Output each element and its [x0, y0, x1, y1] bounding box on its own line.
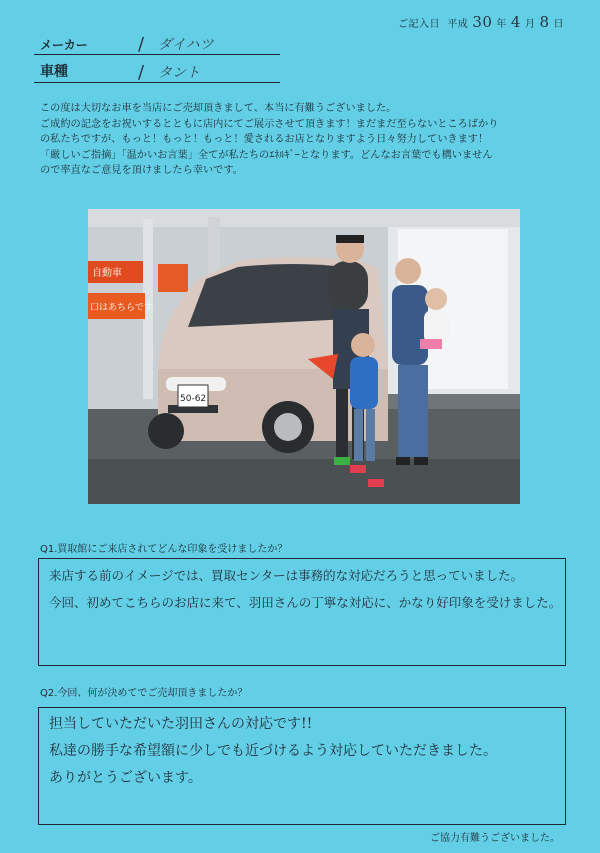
- shop-sign-2: 口はあちらです: [90, 303, 153, 313]
- maker-label: メーカー: [40, 38, 88, 52]
- answer-2-line: 私達の勝手な希望額に少しでも近づけるよう対応していただきました。: [49, 743, 497, 759]
- maker-value: ダイハツ: [158, 37, 214, 53]
- maker-field: [40, 33, 280, 55]
- model-field: [40, 61, 280, 83]
- answer-1-line: 今回、初めてこちらのお店に来て、羽田さんの丁寧な対応に、かなり好印象を受けました。: [49, 595, 562, 610]
- license-plate: 50-62: [180, 394, 207, 404]
- maker-underline: [34, 54, 280, 55]
- intro-line: の私たちですが、もっと！もっと！もっと！愛されるお店となりますよう日々努力していきます！: [40, 134, 489, 146]
- entry-date: [398, 13, 564, 31]
- model-value: タント: [158, 65, 200, 81]
- intro-line: 「厳しいご指摘」「温かいお言葉」全てが私たちのｴﾈﾙｷﾞｰとなります。どんなお言葉でも構いません: [40, 149, 493, 161]
- model-slash: /: [138, 62, 145, 83]
- question-2-label: Q2.今回、何が決めてでご売却頂きましたか？: [40, 688, 248, 699]
- answer-2-line: ありがとうございます。: [49, 770, 202, 786]
- question-1-label: Q1.買取館にご来店されてどんな印象を受けましたか？: [40, 544, 288, 555]
- model-label: 車種: [40, 64, 68, 80]
- month-unit: 月: [524, 19, 536, 30]
- date-label: ご記入日: [397, 19, 440, 30]
- day-unit: 日: [553, 19, 564, 30]
- month-value: 4: [510, 13, 521, 31]
- intro-line: ご成約の記念をお祝いするとともに店内にてご展示させて頂きます！まだまだ至らないところばかり: [40, 118, 499, 130]
- intro-line: この度は大切なお車を当店にご売却頂きまして、本当に有難うございました。: [40, 103, 397, 114]
- answer-1-line: 来店する前のイメージでは、買取センターは事務的な対応だろうと思っていました。: [49, 568, 524, 583]
- year-value: 30: [472, 13, 493, 31]
- maker-slash: /: [138, 34, 145, 55]
- answer-2-line: 担当していただいた羽田さんの対応です!!: [49, 716, 313, 732]
- era-label: 平成: [447, 19, 469, 30]
- customer-photo-frame: [88, 209, 520, 504]
- day-value: 8: [539, 13, 550, 31]
- thank-you-footer: ご協力有難うございました。: [430, 833, 560, 844]
- answer-2-box: [38, 707, 566, 825]
- intro-line: ので率直なご意見を頂けましたら幸いです。: [40, 165, 243, 177]
- customer-photo: [88, 209, 520, 504]
- model-underline: [34, 82, 280, 83]
- answer-1-box: [38, 558, 566, 666]
- shop-sign-1: 自動車: [92, 268, 122, 279]
- intro-text: [40, 101, 570, 179]
- year-unit: 年: [496, 19, 507, 30]
